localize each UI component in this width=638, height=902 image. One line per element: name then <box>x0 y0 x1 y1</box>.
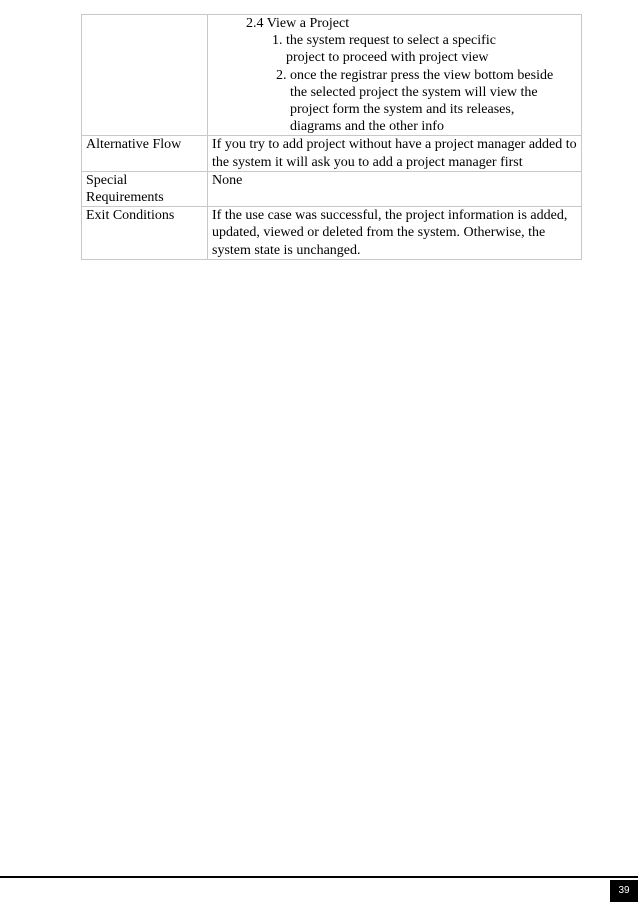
exit-conditions-label: Exit Conditions <box>82 207 208 260</box>
alternative-flow-label: Alternative Flow <box>82 136 208 171</box>
flow-step-line: the selected project the system will view the <box>290 84 538 100</box>
page-number: 39 <box>610 880 638 902</box>
table-row <box>82 207 582 260</box>
special-requirements-label <box>82 171 208 206</box>
alternative-flow-value: If you try to add project without have a project manager added to the system it will ask you to add a project manager first <box>208 136 582 171</box>
label-line: Special <box>86 172 128 188</box>
table-row <box>82 15 582 136</box>
footer-divider <box>0 876 638 878</box>
use-case-table <box>81 14 582 260</box>
row-label-cell <box>82 15 208 136</box>
flow-step-line: project form the system and its releases, <box>290 102 515 118</box>
main-flow-cell <box>208 15 582 136</box>
flow-step-line: 2. once the registrar press the view bottom beside <box>276 67 554 83</box>
table-row <box>82 171 582 206</box>
flow-step-line: project to proceed with project view <box>286 50 489 66</box>
label-line: Requirements <box>86 190 164 206</box>
exit-conditions-value: If the use case was successful, the project information is added, updated, viewed or deleted from the system. Otherwise, the system state is unchanged. <box>208 207 582 260</box>
flow-step-heading: 2.4 View a Project <box>246 16 350 31</box>
table-row <box>82 136 582 171</box>
flow-step-line: diagrams and the other info <box>290 119 444 135</box>
flow-step-line: 1. the system request to select a specific <box>272 33 496 49</box>
special-requirements-value: None <box>208 171 582 206</box>
